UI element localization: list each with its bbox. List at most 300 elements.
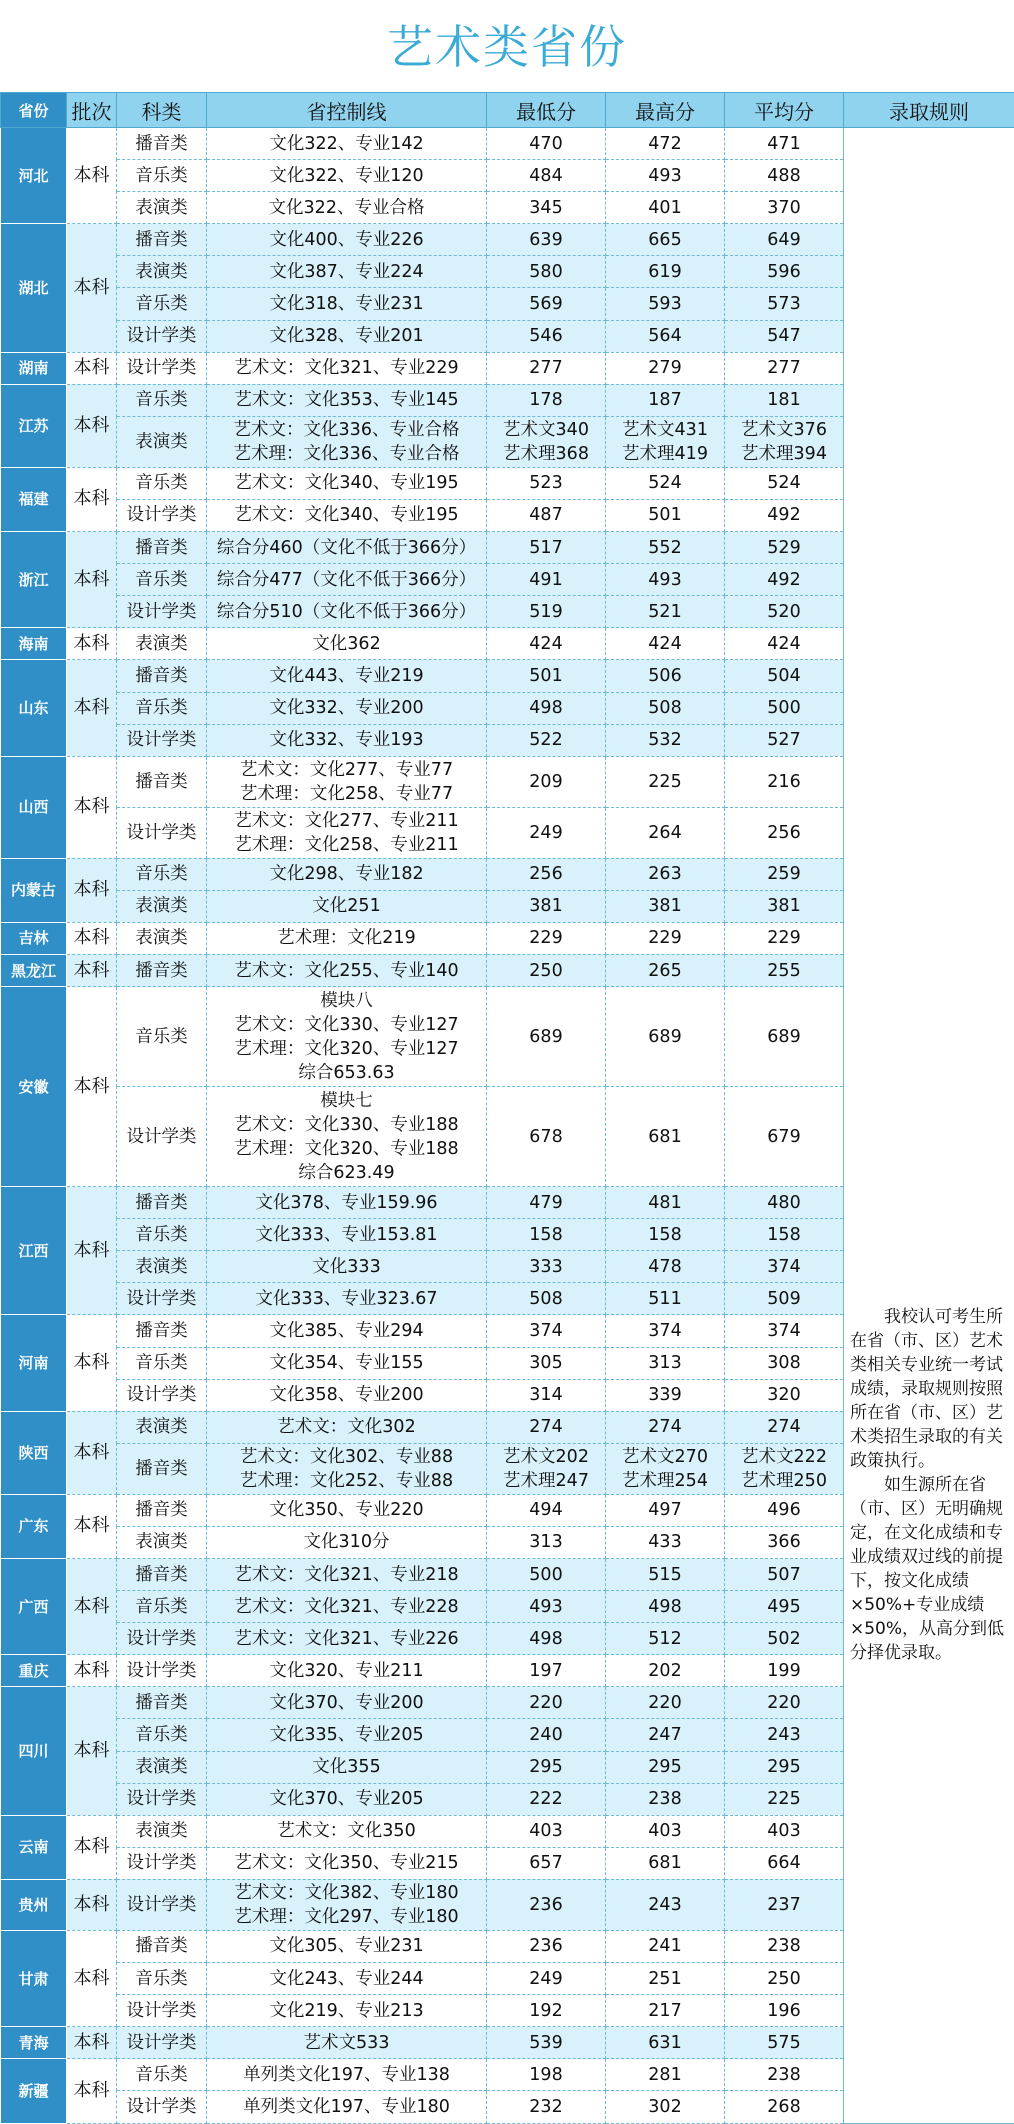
max-score-cell: 229 [606,922,725,954]
min-score-cell: 657 [487,1847,606,1879]
max-score-cell: 274 [606,1411,725,1443]
control-line-cell: 文化362 [207,628,487,660]
min-score-cell: 689 [487,987,606,1087]
category-cell: 设计学类 [117,1283,207,1315]
control-line-cell: 文化322、专业142 [207,128,487,160]
control-line-cell: 文化400、专业226 [207,224,487,256]
batch-cell: 本科 [67,1687,117,1815]
avg-score-cell: 255 [725,954,844,986]
province-cell: 海南 [1,628,67,660]
batch-cell: 本科 [67,628,117,660]
batch-cell: 本科 [67,1815,117,1879]
avg-score-cell: 596 [725,256,844,288]
category-cell: 设计学类 [117,1879,207,1930]
control-line-cell: 艺术文533 [207,2027,487,2059]
avg-score-cell: 274 [725,1411,844,1443]
category-cell: 设计学类 [117,724,207,756]
category-cell: 播音类 [117,1187,207,1219]
control-line-cell: 文化332、专业193 [207,724,487,756]
category-cell: 表演类 [117,922,207,954]
max-score-cell: 295 [606,1751,725,1783]
avg-score-cell: 547 [725,320,844,352]
avg-score-cell: 573 [725,288,844,320]
min-score-cell: 236 [487,1930,606,1962]
avg-score-cell: 471 [725,128,844,160]
min-score-cell: 197 [487,1655,606,1687]
control-line-cell: 艺术文：文化350 [207,1815,487,1847]
control-line-cell: 艺术文：文化321、专业228 [207,1591,487,1623]
min-score-cell: 500 [487,1559,606,1591]
category-cell: 设计学类 [117,596,207,628]
min-score-cell: 274 [487,1411,606,1443]
max-score-cell: 508 [606,692,725,724]
avg-score-cell: 237 [725,1879,844,1930]
control-line-cell: 艺术文：文化350、专业215 [207,1847,487,1879]
category-cell: 播音类 [117,224,207,256]
rule-paragraph: 如生源所在省（市、区）无明确规定，在文化成绩和专业成绩双过线的前提下，按文化成绩×50%+专业成绩×50%，从高分到低分择优录取。 [850,1473,1008,1665]
avg-score-cell: 529 [725,532,844,564]
max-score-cell: 243 [606,1879,725,1930]
avg-score-cell: 575 [725,2027,844,2059]
min-score-cell: 345 [487,192,606,224]
min-score-cell: 508 [487,1283,606,1315]
control-line-cell: 文化332、专业200 [207,692,487,724]
max-score-cell: 艺术文431 艺术理419 [606,416,725,467]
category-cell: 表演类 [117,890,207,922]
avg-score-cell: 308 [725,1347,844,1379]
province-cell: 湖南 [1,352,67,384]
province-cell: 黑龙江 [1,954,67,986]
category-cell: 播音类 [117,756,207,807]
max-score-cell: 247 [606,1719,725,1751]
control-line-cell: 文化219、专业213 [207,1995,487,2027]
max-score-cell: 225 [606,756,725,807]
max-score-cell: 202 [606,1655,725,1687]
control-line-cell: 艺术文：文化336、专业合格 艺术理：文化336、专业合格 [207,416,487,467]
control-line-cell: 文化354、专业155 [207,1347,487,1379]
avg-score-cell: 238 [725,1930,844,1962]
max-score-cell: 313 [606,1347,725,1379]
control-line-cell: 单列类文化197、专业138 [207,2059,487,2091]
max-score-cell: 158 [606,1219,725,1251]
avg-score-cell: 199 [725,1655,844,1687]
category-cell: 播音类 [117,1930,207,1962]
avg-score-cell: 256 [725,807,844,858]
avg-score-cell: 504 [725,660,844,692]
header-min-score: 最低分 [487,93,606,128]
avg-score-cell: 196 [725,1995,844,2027]
max-score-cell: 472 [606,128,725,160]
control-line-cell: 文化320、专业211 [207,1655,487,1687]
max-score-cell: 619 [606,256,725,288]
max-score-cell: 689 [606,987,725,1087]
category-cell: 设计学类 [117,1087,207,1187]
control-line-cell: 艺术文：文化277、专业211 艺术理：文化258、专业211 [207,807,487,858]
max-score-cell: 381 [606,890,725,922]
max-score-cell: 251 [606,1963,725,1995]
min-score-cell: 381 [487,890,606,922]
min-score-cell: 494 [487,1494,606,1526]
max-score-cell: 515 [606,1559,725,1591]
max-score-cell: 631 [606,2027,725,2059]
min-score-cell: 484 [487,160,606,192]
avg-score-cell: 艺术文376 艺术理394 [725,416,844,467]
avg-score-cell: 381 [725,890,844,922]
category-cell: 设计学类 [117,1623,207,1655]
category-cell: 播音类 [117,954,207,986]
province-cell: 广东 [1,1494,67,1558]
category-cell: 设计学类 [117,1995,207,2027]
avg-score-cell: 181 [725,384,844,416]
max-score-cell: 532 [606,724,725,756]
min-score-cell: 249 [487,1963,606,1995]
avg-score-cell: 艺术文222 艺术理250 [725,1443,844,1494]
max-score-cell: 401 [606,192,725,224]
avg-score-cell: 250 [725,1963,844,1995]
control-line-cell: 艺术文：文化302 [207,1411,487,1443]
control-line-cell: 文化298、专业182 [207,858,487,890]
control-line-cell: 文化305、专业231 [207,1930,487,1962]
min-score-cell: 295 [487,1751,606,1783]
avg-score-cell: 238 [725,2059,844,2091]
province-cell: 湖北 [1,224,67,352]
min-score-cell: 222 [487,1783,606,1815]
min-score-cell: 678 [487,1087,606,1187]
avg-score-cell: 502 [725,1623,844,1655]
category-cell: 音乐类 [117,384,207,416]
max-score-cell: 498 [606,1591,725,1623]
max-score-cell: 481 [606,1187,725,1219]
min-score-cell: 522 [487,724,606,756]
category-cell: 设计学类 [117,1847,207,1879]
max-score-cell: 564 [606,320,725,352]
province-cell: 山东 [1,660,67,756]
province-cell: 河南 [1,1315,67,1411]
category-cell: 音乐类 [117,564,207,596]
min-score-cell: 546 [487,320,606,352]
min-score-cell: 491 [487,564,606,596]
batch-cell: 本科 [67,467,117,531]
province-cell: 四川 [1,1687,67,1815]
province-cell: 云南 [1,1815,67,1879]
category-cell: 播音类 [117,128,207,160]
avg-score-cell: 216 [725,756,844,807]
max-score-cell: 478 [606,1251,725,1283]
max-score-cell: 265 [606,954,725,986]
batch-cell: 本科 [67,1559,117,1655]
category-cell: 表演类 [117,416,207,467]
max-score-cell: 339 [606,1379,725,1411]
header-category: 科类 [117,93,207,128]
min-score-cell: 232 [487,2091,606,2123]
control-line-cell: 艺术文：文化353、专业145 [207,384,487,416]
control-line-cell: 文化251 [207,890,487,922]
header-control-line: 省控制线 [207,93,487,128]
category-cell: 表演类 [117,1411,207,1443]
control-line-cell: 文化378、专业159.96 [207,1187,487,1219]
avg-score-cell: 277 [725,352,844,384]
rule-paragraph: 我校认可考生所在省（市、区）艺术类相关专业统一考试成绩，录取规则按照所在省（市、区）艺术类招生录取的有关政策执行。 [850,1305,1008,1473]
batch-cell: 本科 [67,532,117,628]
min-score-cell: 569 [487,288,606,320]
province-cell: 青海 [1,2027,67,2059]
min-score-cell: 487 [487,499,606,531]
avg-score-cell: 495 [725,1591,844,1623]
max-score-cell: 493 [606,564,725,596]
batch-cell: 本科 [67,1879,117,1930]
batch-cell: 本科 [67,1411,117,1494]
max-score-cell: 403 [606,1815,725,1847]
table-row [1,128,1014,160]
category-cell: 设计学类 [117,2027,207,2059]
province-cell: 甘肃 [1,1930,67,2026]
province-cell: 吉林 [1,922,67,954]
category-cell: 播音类 [117,1494,207,1526]
control-line-cell: 文化370、专业205 [207,1783,487,1815]
max-score-cell: 187 [606,384,725,416]
avg-score-cell: 679 [725,1087,844,1187]
avg-score-cell: 403 [725,1815,844,1847]
min-score-cell: 580 [487,256,606,288]
category-cell: 设计学类 [117,807,207,858]
province-cell: 广西 [1,1559,67,1655]
avg-score-cell: 424 [725,628,844,660]
admission-table [0,92,1014,2124]
max-score-cell: 217 [606,1995,725,2027]
max-score-cell: 279 [606,352,725,384]
min-score-cell: 424 [487,628,606,660]
category-cell: 音乐类 [117,1219,207,1251]
max-score-cell: 681 [606,1847,725,1879]
rule-text [850,1305,1008,1665]
control-line-cell: 单列类文化197、专业180 [207,2091,487,2123]
avg-score-cell: 524 [725,467,844,499]
control-line-cell: 艺术文：文化321、专业229 [207,352,487,384]
control-line-cell: 文化333、专业323.67 [207,1283,487,1315]
page-title: 艺术类省份 [0,0,1014,88]
category-cell: 音乐类 [117,858,207,890]
batch-cell: 本科 [67,1315,117,1411]
control-line-cell: 文化318、专业231 [207,288,487,320]
avg-score-cell: 295 [725,1751,844,1783]
max-score-cell: 281 [606,2059,725,2091]
batch-cell: 本科 [67,128,117,224]
category-cell: 音乐类 [117,692,207,724]
province-cell: 贵州 [1,1879,67,1930]
control-line-cell: 艺术理：文化219 [207,922,487,954]
min-score-cell: 501 [487,660,606,692]
category-cell: 设计学类 [117,1655,207,1687]
min-score-cell: 249 [487,807,606,858]
batch-cell: 本科 [67,2059,117,2123]
category-cell: 音乐类 [117,288,207,320]
category-cell: 表演类 [117,1526,207,1558]
category-cell: 表演类 [117,1751,207,1783]
max-score-cell: 493 [606,160,725,192]
max-score-cell: 593 [606,288,725,320]
control-line-cell: 文化443、专业219 [207,660,487,692]
max-score-cell: 506 [606,660,725,692]
avg-score-cell: 480 [725,1187,844,1219]
min-score-cell: 517 [487,532,606,564]
min-score-cell: 艺术文202 艺术理247 [487,1443,606,1494]
min-score-cell: 236 [487,1879,606,1930]
min-score-cell: 250 [487,954,606,986]
min-score-cell: 220 [487,1687,606,1719]
min-score-cell: 519 [487,596,606,628]
category-cell: 设计学类 [117,1783,207,1815]
province-cell: 浙江 [1,532,67,628]
province-cell: 江西 [1,1187,67,1315]
avg-score-cell: 243 [725,1719,844,1751]
max-score-cell: 艺术文270 艺术理254 [606,1443,725,1494]
avg-score-cell: 225 [725,1783,844,1815]
avg-score-cell: 500 [725,692,844,724]
max-score-cell: 263 [606,858,725,890]
control-line-cell: 文化310分 [207,1526,487,1558]
category-cell: 设计学类 [117,1379,207,1411]
batch-cell: 本科 [67,756,117,858]
min-score-cell: 493 [487,1591,606,1623]
category-cell: 播音类 [117,532,207,564]
max-score-cell: 552 [606,532,725,564]
batch-cell: 本科 [67,954,117,986]
category-cell: 设计学类 [117,499,207,531]
min-score-cell: 158 [487,1219,606,1251]
avg-score-cell: 649 [725,224,844,256]
category-cell: 设计学类 [117,320,207,352]
control-line-cell: 文化358、专业200 [207,1379,487,1411]
province-cell: 陕西 [1,1411,67,1494]
max-score-cell: 302 [606,2091,725,2123]
batch-cell: 本科 [67,1930,117,2026]
avg-score-cell: 527 [725,724,844,756]
control-line-cell: 文化385、专业294 [207,1315,487,1347]
control-line-cell: 文化350、专业220 [207,1494,487,1526]
avg-score-cell: 374 [725,1251,844,1283]
control-line-cell: 综合分460（文化不低于366分） [207,532,487,564]
category-cell: 音乐类 [117,2059,207,2091]
province-cell: 重庆 [1,1655,67,1687]
province-cell: 福建 [1,467,67,531]
category-cell: 表演类 [117,192,207,224]
max-score-cell: 511 [606,1283,725,1315]
max-score-cell: 264 [606,807,725,858]
batch-cell: 本科 [67,224,117,352]
control-line-cell: 艺术文：文化277、专业77 艺术理：文化258、专业77 [207,756,487,807]
max-score-cell: 374 [606,1315,725,1347]
province-cell: 河北 [1,128,67,224]
min-score-cell: 256 [487,858,606,890]
batch-cell: 本科 [67,2027,117,2059]
max-score-cell: 497 [606,1494,725,1526]
max-score-cell: 665 [606,224,725,256]
min-score-cell: 639 [487,224,606,256]
batch-cell: 本科 [67,987,117,1187]
batch-cell: 本科 [67,384,117,467]
table-body [1,128,1014,2124]
avg-score-cell: 509 [725,1283,844,1315]
category-cell: 表演类 [117,256,207,288]
category-cell: 表演类 [117,1815,207,1847]
category-cell: 音乐类 [117,1347,207,1379]
control-line-cell: 文化333、专业153.81 [207,1219,487,1251]
max-score-cell: 424 [606,628,725,660]
min-score-cell: 333 [487,1251,606,1283]
min-score-cell: 374 [487,1315,606,1347]
control-line-cell: 艺术文：文化340、专业195 [207,467,487,499]
control-line-cell: 艺术文：文化255、专业140 [207,954,487,986]
min-score-cell: 240 [487,1719,606,1751]
control-line-cell: 综合分510（文化不低于366分） [207,596,487,628]
batch-cell: 本科 [67,660,117,756]
batch-cell: 本科 [67,352,117,384]
avg-score-cell: 492 [725,564,844,596]
min-score-cell: 229 [487,922,606,954]
min-score-cell: 539 [487,2027,606,2059]
control-line-cell: 文化355 [207,1751,487,1783]
avg-score-cell: 520 [725,596,844,628]
max-score-cell: 433 [606,1526,725,1558]
batch-cell: 本科 [67,1494,117,1558]
max-score-cell: 241 [606,1930,725,1962]
avg-score-cell: 229 [725,922,844,954]
max-score-cell: 681 [606,1087,725,1187]
avg-score-cell: 366 [725,1526,844,1558]
batch-cell: 本科 [67,858,117,922]
batch-cell: 本科 [67,922,117,954]
category-cell: 设计学类 [117,352,207,384]
avg-score-cell: 374 [725,1315,844,1347]
min-score-cell: 523 [487,467,606,499]
min-score-cell: 178 [487,384,606,416]
category-cell: 播音类 [117,1315,207,1347]
min-score-cell: 403 [487,1815,606,1847]
category-cell: 音乐类 [117,1719,207,1751]
control-line-cell: 文化322、专业120 [207,160,487,192]
category-cell: 音乐类 [117,1963,207,1995]
max-score-cell: 524 [606,467,725,499]
avg-score-cell: 664 [725,1847,844,1879]
control-line-cell: 艺术文：文化340、专业195 [207,499,487,531]
province-cell: 安徽 [1,987,67,1187]
category-cell: 播音类 [117,1443,207,1494]
avg-score-cell: 507 [725,1559,844,1591]
avg-score-cell: 158 [725,1219,844,1251]
category-cell: 表演类 [117,628,207,660]
min-score-cell: 479 [487,1187,606,1219]
category-cell: 音乐类 [117,987,207,1087]
control-line-cell: 文化370、专业200 [207,1687,487,1719]
control-line-cell: 文化335、专业205 [207,1719,487,1751]
avg-score-cell: 689 [725,987,844,1087]
max-score-cell: 220 [606,1687,725,1719]
admission-rule-cell [844,128,1014,2124]
min-score-cell: 192 [487,1995,606,2027]
category-cell: 播音类 [117,1687,207,1719]
min-score-cell: 498 [487,692,606,724]
control-line-cell: 文化322、专业合格 [207,192,487,224]
avg-score-cell: 320 [725,1379,844,1411]
control-line-cell: 艺术文：文化321、专业226 [207,1623,487,1655]
header-row [1,93,1014,128]
category-cell: 音乐类 [117,160,207,192]
batch-cell: 本科 [67,1187,117,1315]
category-cell: 播音类 [117,660,207,692]
header-admission-rule: 录取规则 [844,93,1014,128]
min-score-cell: 277 [487,352,606,384]
control-line-cell: 艺术文：文化302、专业88 艺术理：文化252、专业88 [207,1443,487,1494]
